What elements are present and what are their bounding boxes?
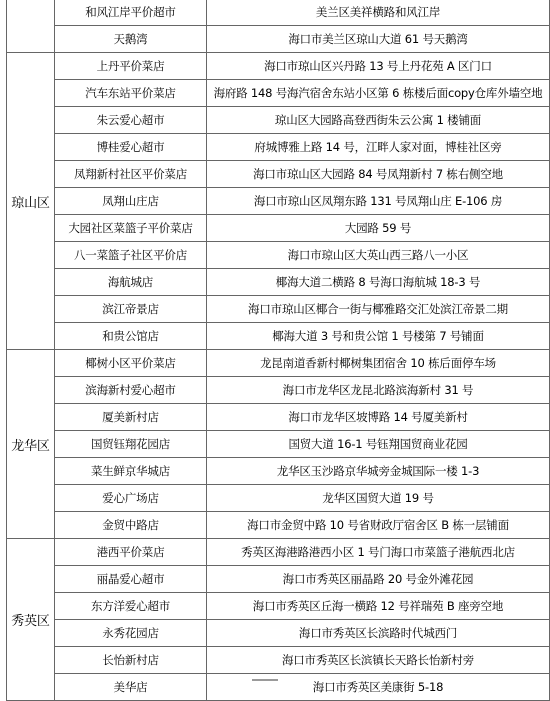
store-name-cell: 丽晶爱心超市 (55, 566, 207, 593)
address-cell: 大园路 59 号 (207, 215, 550, 242)
store-name-cell: 美华店 (55, 674, 207, 701)
table-row (7, 215, 550, 242)
address-cell: 海口市琼山区大园路 84 号凤翔新村 7 栋右侧空地 (207, 161, 550, 188)
table-row (7, 323, 550, 350)
store-name-cell: 东方洋爱心超市 (55, 593, 207, 620)
table-row (7, 350, 550, 377)
address-cell: 海口市琼山区兴丹路 13 号上丹花苑 A 区门口 (207, 53, 550, 80)
table-row (7, 107, 550, 134)
district-cell: 秀英区 (7, 539, 55, 701)
address-cell: 琼山区大园路高登西街朱云公寓 1 楼铺面 (207, 107, 550, 134)
table-row (7, 566, 550, 593)
store-name-cell: 菜生鲜京华城店 (55, 458, 207, 485)
store-name-cell: 爱心广场店 (55, 485, 207, 512)
address-cell: 海口市龙华区坡博路 14 号厦美新村 (207, 404, 550, 431)
district-cell: 龙华区 (7, 350, 55, 539)
store-name-cell: 八一菜篮子社区平价店 (55, 242, 207, 269)
store-name-cell: 永秀花园店 (55, 620, 207, 647)
store-name-cell: 大园社区菜篮子平价菜店 (55, 215, 207, 242)
district-cell: 琼山区 (7, 53, 55, 350)
table-row (7, 620, 550, 647)
store-name-cell: 上丹平价菜店 (55, 53, 207, 80)
address-cell: 海口市金贸中路 10 号省财政厅宿舍区 B 栋一层铺面 (207, 512, 550, 539)
store-name-cell: 金贸中路店 (55, 512, 207, 539)
address-cell: 海口市美兰区琼山大道 61 号天鹅湾 (207, 26, 550, 53)
address-cell: 府城博雅上路 14 号，江畔人家对面，博桂社区旁 (207, 134, 550, 161)
store-name-cell: 凤翔新村社区平价菜店 (55, 161, 207, 188)
table-row (7, 431, 550, 458)
store-name-cell: 椰树小区平价菜店 (55, 350, 207, 377)
address-cell: 海口市秀英区丽晶路 20 号金外滩花园 (207, 566, 550, 593)
address-cell: 椰海大道二横路 8 号海口海航城 18-3 号 (207, 269, 550, 296)
address-cell: 椰海大道 3 号和贵公馆 1 号楼第 7 号铺面 (207, 323, 550, 350)
table-row (7, 404, 550, 431)
district-cell (7, 0, 55, 53)
table-row (7, 242, 550, 269)
table-row (7, 485, 550, 512)
store-name-cell: 长怡新村店 (55, 647, 207, 674)
address-cell: 国贸大道 16-1 号钰翔国贸商业花园 (207, 431, 550, 458)
table-row (7, 161, 550, 188)
table-row (7, 134, 550, 161)
store-name-cell: 和贵公馆店 (55, 323, 207, 350)
address-cell: 龙昆南道香新村椰树集团宿舍 10 栋后面停车场 (207, 350, 550, 377)
table-row (7, 539, 550, 566)
store-table (6, 0, 550, 701)
table-row (7, 593, 550, 620)
table-row (7, 0, 550, 26)
table-row (7, 458, 550, 485)
address-cell: 海府路 148 号海汽宿舍东站小区第 6 栋楼后面copy仓库外墙空地 (207, 80, 550, 107)
store-name-cell: 滨江帝景店 (55, 296, 207, 323)
address-cell: 龙华区国贸大道 19 号 (207, 485, 550, 512)
store-name-cell: 滨海新村爱心超市 (55, 377, 207, 404)
table-row (7, 80, 550, 107)
table-row (7, 512, 550, 539)
table-row (7, 674, 550, 701)
address-cell: 海口市秀英区美康街 5-18 (207, 674, 550, 701)
store-name-cell: 厦美新村店 (55, 404, 207, 431)
address-cell: 海口市秀英区丘海一横路 12 号祥瑞苑 B 座旁空地 (207, 593, 550, 620)
store-name-cell: 凤翔山庄店 (55, 188, 207, 215)
address-cell: 海口市秀英区长滨镇长天路长怡新村旁 (207, 647, 550, 674)
address-cell: 海口市秀英区长滨路时代城西门 (207, 620, 550, 647)
store-name-cell: 国贸钰翔花园店 (55, 431, 207, 458)
table-row (7, 269, 550, 296)
table-row (7, 53, 550, 80)
table-row (7, 377, 550, 404)
address-cell: 海口市琼山区椰合一街与椰雅路交汇处滨江帝景二期 (207, 296, 550, 323)
store-name-cell: 海航城店 (55, 269, 207, 296)
store-name-cell: 朱云爱心超市 (55, 107, 207, 134)
table-row (7, 647, 550, 674)
address-cell: 海口市琼山区凤翔东路 131 号凤翔山庄 E-106 房 (207, 188, 550, 215)
table-row (7, 188, 550, 215)
address-cell: 海口市琼山区大英山西三路八一小区 (207, 242, 550, 269)
address-cell: 海口市龙华区龙昆北路滨海新村 31 号 (207, 377, 550, 404)
table-row (7, 26, 550, 53)
store-name-cell: 港西平价菜店 (55, 539, 207, 566)
address-cell: 秀英区海港路港西小区 1 号门海口市菜篮子港航西北店 (207, 539, 550, 566)
store-name-cell: 天鹅湾 (55, 26, 207, 53)
page-edge-mark (252, 679, 278, 681)
store-name-cell: 和风江岸平价超市 (55, 0, 207, 26)
address-cell: 美兰区美祥横路和风江岸 (207, 0, 550, 26)
address-cell: 龙华区玉沙路京华城旁金城国际一楼 1-3 (207, 458, 550, 485)
store-name-cell: 博桂爱心超市 (55, 134, 207, 161)
store-name-cell: 汽车东站平价菜店 (55, 80, 207, 107)
table-row (7, 296, 550, 323)
